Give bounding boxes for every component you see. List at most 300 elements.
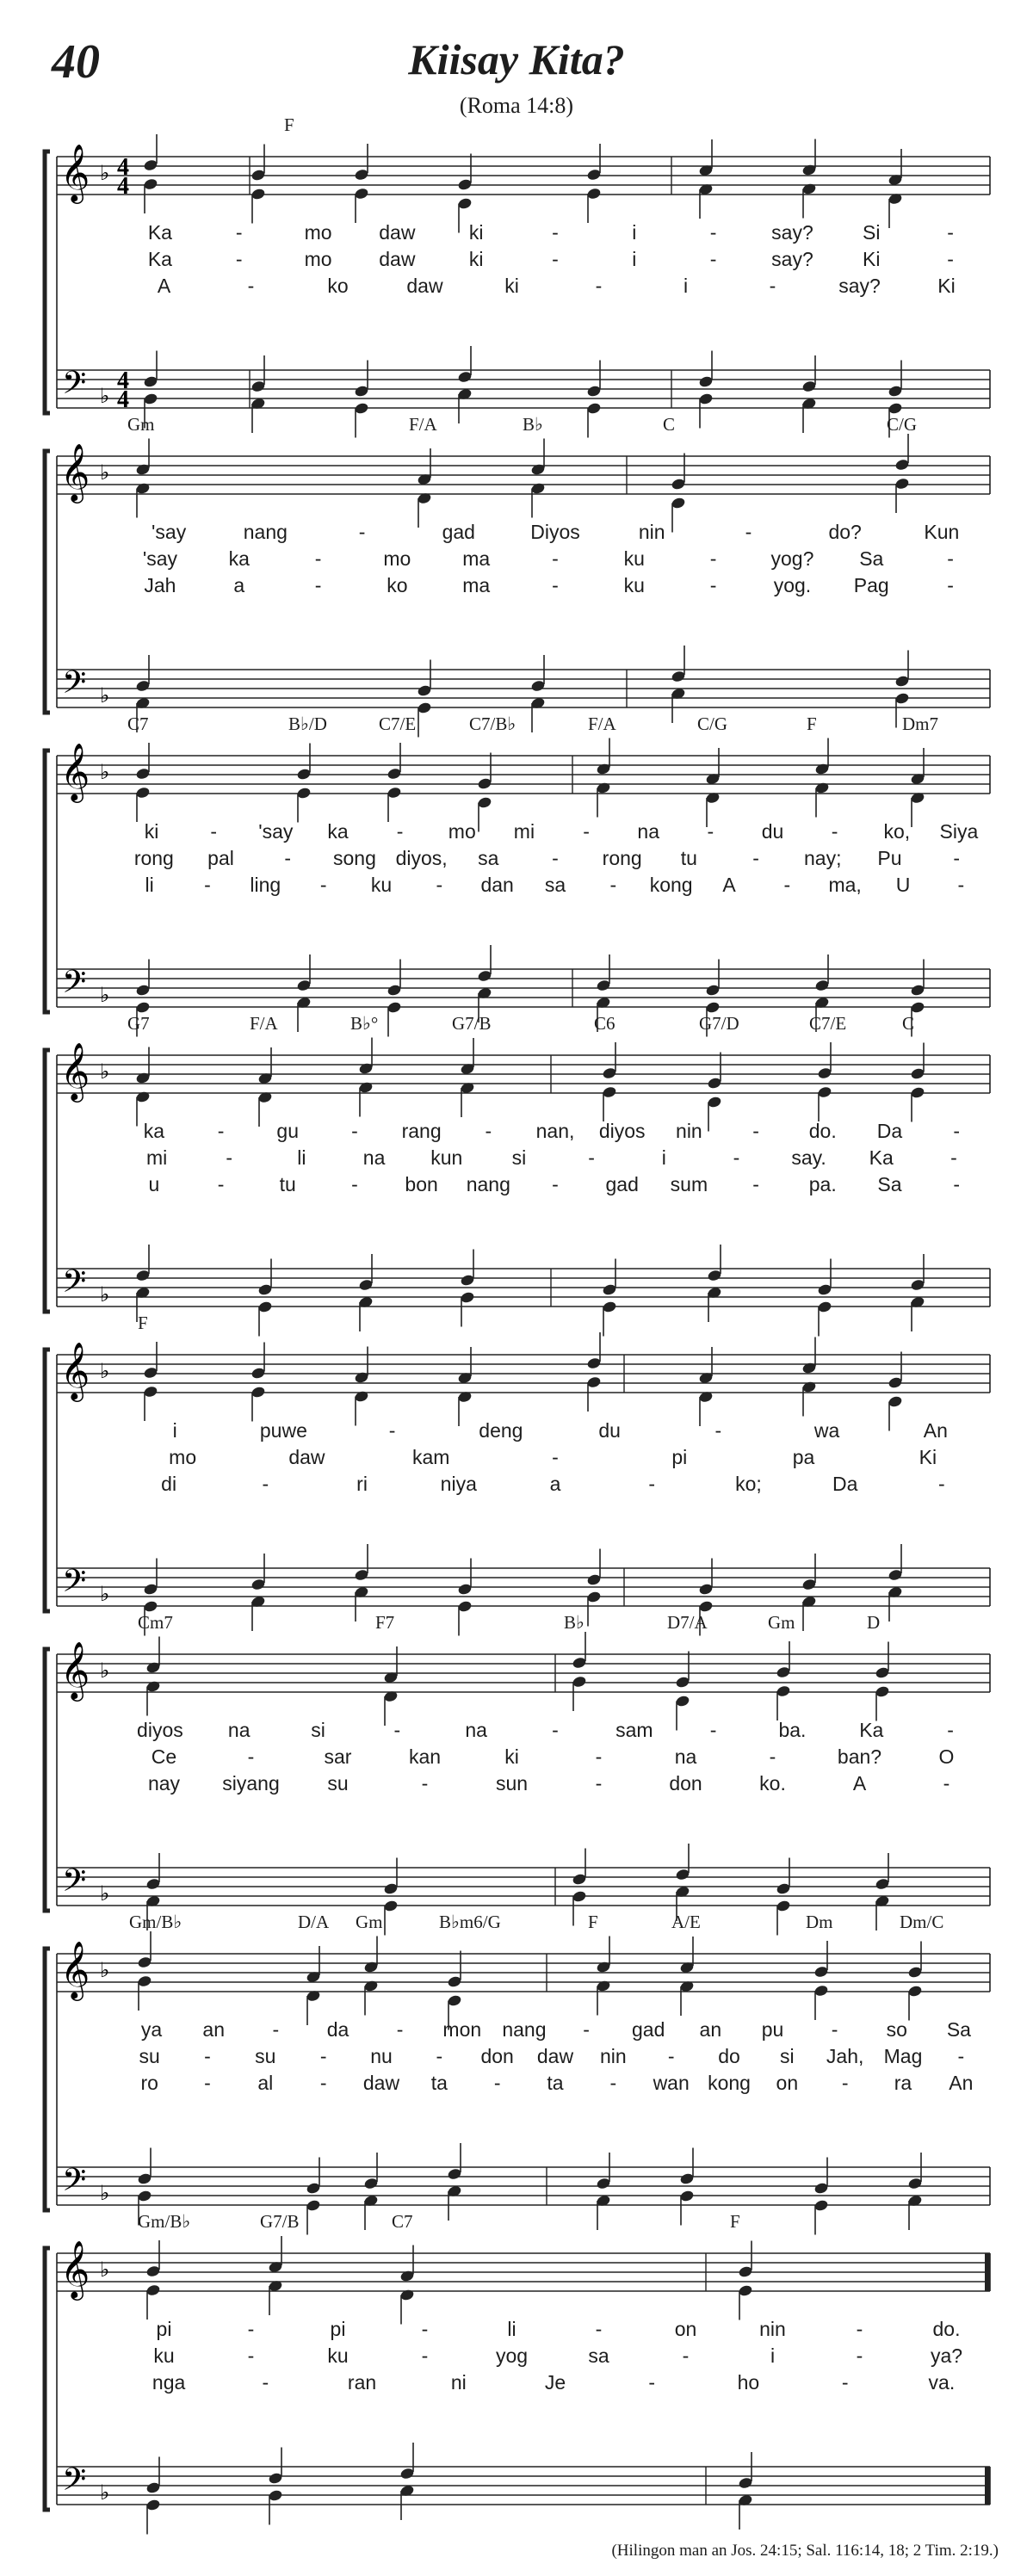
lyric-syllable: ko <box>327 275 349 297</box>
time-signature-numerator: 4 <box>117 154 129 181</box>
chord-symbol: B♭° <box>350 1013 379 1034</box>
lyric-syllable: si <box>511 1146 527 1169</box>
lyric-hyphen: - <box>950 1146 957 1169</box>
lyric-hyphen: - <box>552 1446 559 1468</box>
lyric-syllable: ta <box>547 2072 564 2094</box>
lyric-syllable: i <box>632 248 637 270</box>
lyric-syllable: ku <box>370 874 393 896</box>
lyric-hyphen: - <box>396 2018 404 2041</box>
lyric-hyphen: - <box>709 221 717 244</box>
lyric-syllable: kun <box>430 1146 463 1169</box>
lyric-hyphen: - <box>841 2371 849 2394</box>
lyric-syllable: song <box>332 847 376 869</box>
song-number: 40 <box>52 35 100 89</box>
lyric-hyphen: - <box>648 1473 656 1495</box>
lyric-syllable: 'say <box>152 521 187 543</box>
lyric-syllable: niya <box>440 1473 477 1495</box>
lyric-syllable: nu <box>370 2045 393 2067</box>
lyric-hyphen: - <box>841 2072 849 2094</box>
lyric-syllable: daw <box>536 2045 574 2067</box>
lyric-syllable: Ka <box>147 221 172 244</box>
chord-symbol: Gm/B♭ <box>138 2211 191 2232</box>
lyric-syllable: gad <box>632 2018 665 2041</box>
lyric-syllable: daw <box>362 2072 400 2094</box>
lyric-syllable: du <box>761 820 784 843</box>
lyric-syllable: na <box>227 1719 251 1741</box>
lyric-syllable: pu <box>761 2018 784 2041</box>
chord-symbol: D <box>867 1612 881 1633</box>
chord-symbol: Dm7 <box>902 713 938 734</box>
lyric-syllable: pa <box>792 1446 815 1468</box>
lyric-syllable: say? <box>771 248 813 270</box>
lyric-syllable: do. <box>808 1120 837 1142</box>
flat-key-signature-icon: ♭ <box>100 1881 110 1906</box>
lyric-hyphen: - <box>947 221 954 244</box>
lyric-hyphen: - <box>210 820 218 843</box>
lyric-syllable: Sa <box>946 2018 971 2041</box>
lyric-syllable: tu <box>680 847 697 869</box>
bass-clef-icon: 𝄢 <box>62 1263 87 1307</box>
lyric-syllable: mon <box>442 2018 482 2041</box>
lyric-hyphen: - <box>436 2045 443 2067</box>
lyric-hyphen: - <box>436 874 443 896</box>
lyric-syllable: si <box>780 2045 795 2067</box>
lyric-syllable: ko <box>387 574 408 596</box>
lyric-syllable: say. <box>791 1146 826 1169</box>
flat-key-signature-icon: ♭ <box>100 1059 110 1084</box>
lyric-syllable: i <box>172 1419 177 1442</box>
lyric-hyphen: - <box>552 1173 559 1195</box>
flat-key-signature-icon: ♭ <box>100 683 110 707</box>
chord-symbol: A/E <box>671 1912 701 1932</box>
lyric-syllable: di <box>161 1473 177 1495</box>
chord-symbol: F <box>588 1912 598 1932</box>
chord-symbol: C/G <box>697 713 728 734</box>
lyric-syllable: mo <box>169 1446 197 1468</box>
lyric-hyphen: - <box>709 574 717 596</box>
lyric-syllable: ta <box>430 2072 448 2094</box>
lyric-hyphen: - <box>595 2318 603 2340</box>
chord-symbol: F <box>284 114 294 135</box>
lyric-syllable: ko, <box>883 820 911 843</box>
system-8 <box>45 2211 990 2535</box>
lyric-syllable: ka <box>143 1120 164 1142</box>
chord-symbol: F/A <box>409 414 437 435</box>
lyric-hyphen: - <box>552 847 559 869</box>
lyric-hyphen: - <box>609 2072 617 2094</box>
chord-symbol: C <box>663 414 676 435</box>
lyric-syllable: ku <box>623 547 645 570</box>
lyric-syllable: tu <box>279 1173 296 1195</box>
lyric-hyphen: - <box>247 275 255 297</box>
lyric-hyphen: - <box>709 1719 717 1741</box>
lyric-syllable: ko. <box>759 1772 786 1795</box>
lyric-syllable: ni <box>450 2371 467 2394</box>
lyric-hyphen: - <box>856 2344 863 2367</box>
lyric-hyphen: - <box>204 874 211 896</box>
chord-symbol: Dm <box>806 1912 833 1932</box>
lyric-hyphen: - <box>745 521 752 543</box>
lyric-syllable: gad <box>605 1173 639 1195</box>
lyric-hyphen: - <box>284 847 292 869</box>
lyric-syllable: nan, <box>535 1120 575 1142</box>
lyric-syllable: bon <box>405 1173 438 1195</box>
lyric-syllable: kong <box>708 2072 751 2094</box>
flat-key-signature-icon: ♭ <box>100 1582 110 1606</box>
lyric-syllable: ki <box>144 820 159 843</box>
lyric-hyphen: - <box>552 221 559 244</box>
lyric-hyphen: - <box>388 1419 396 1442</box>
lyric-hyphen: - <box>953 847 960 869</box>
lyric-hyphen: - <box>752 1120 759 1142</box>
lyric-syllable: yog? <box>770 547 814 570</box>
flat-key-signature-icon: ♭ <box>100 384 110 408</box>
bass-clef-icon: 𝄢 <box>62 365 87 409</box>
lyric-hyphen: - <box>319 874 327 896</box>
lyric-hyphen: - <box>314 574 322 596</box>
lyric-syllable: ku <box>623 574 645 596</box>
lyric-hyphen: - <box>595 1772 603 1795</box>
lyric-hyphen: - <box>588 1146 595 1169</box>
lyric-syllable: mo <box>304 248 332 270</box>
lyric-syllable: mi <box>513 820 535 843</box>
lyric-syllable: li <box>507 2318 516 2340</box>
lyric-syllable: na <box>362 1146 386 1169</box>
chord-symbol: F/A <box>250 1013 278 1034</box>
lyric-syllable: wan <box>653 2072 690 2094</box>
time-signature-denominator: 4 <box>117 173 129 200</box>
chord-symbol: B♭m6/G <box>439 1912 501 1932</box>
lyric-syllable: Ka <box>147 248 172 270</box>
lyric-syllable: Ki <box>863 248 881 270</box>
flat-key-signature-icon: ♭ <box>100 2258 110 2282</box>
lyric-hyphen: - <box>769 275 776 297</box>
lyric-syllable: ran <box>347 2371 377 2394</box>
lyric-syllable: O <box>938 1745 955 1768</box>
lyric-syllable: su <box>139 2045 160 2067</box>
lyric-syllable: i <box>632 221 637 244</box>
system-3 <box>45 713 990 1037</box>
scripture-reference: (Roma 14:8) <box>459 93 574 118</box>
lyric-syllable: ko; <box>735 1473 762 1495</box>
lyric-syllable: daw <box>288 1446 325 1468</box>
chord-symbol: C7 <box>127 713 149 734</box>
lyric-syllable: sun <box>495 1772 529 1795</box>
lyric-hyphen: - <box>358 521 366 543</box>
lyric-hyphen: - <box>953 1120 960 1142</box>
flat-key-signature-icon: ♭ <box>100 1659 110 1683</box>
lyric-syllable: al <box>257 2072 274 2094</box>
flat-key-signature-icon: ♭ <box>100 2480 110 2505</box>
chord-symbol: C7/B♭ <box>469 713 516 734</box>
flat-key-signature-icon: ♭ <box>100 2181 110 2205</box>
lyric-syllable: U <box>895 874 911 896</box>
system-6 <box>45 1612 990 1936</box>
lyric-hyphen: - <box>421 1772 429 1795</box>
lyric-hyphen: - <box>957 874 965 896</box>
lyric-hyphen: - <box>938 1473 945 1495</box>
lyric-syllable: A <box>157 275 171 297</box>
lyric-syllable: ki <box>504 275 519 297</box>
lyric-hyphen: - <box>583 2018 590 2041</box>
lyric-syllable: ku <box>153 2344 175 2367</box>
time-signature-numerator: 4 <box>117 368 129 394</box>
lyric-syllable: so <box>886 2018 907 2041</box>
lyric-hyphen: - <box>226 1146 233 1169</box>
system-4 <box>45 1013 990 1337</box>
lyric-syllable: an <box>202 2018 226 2041</box>
lyric-syllable: na <box>674 1745 697 1768</box>
lyric-syllable: an <box>699 2018 722 2041</box>
flat-key-signature-icon: ♭ <box>100 760 110 784</box>
treble-clef-icon: 𝄞 <box>60 1640 90 1699</box>
lyric-syllable: su <box>255 2045 276 2067</box>
lyric-hyphen: - <box>831 2018 838 2041</box>
lyric-syllable: Sa <box>859 547 884 570</box>
lyric-hyphen: - <box>682 2344 690 2367</box>
lyric-syllable: mi <box>145 1146 168 1169</box>
lyric-hyphen: - <box>947 1719 954 1741</box>
lyric-syllable: daw <box>379 248 416 270</box>
lyric-syllable: i <box>770 2344 776 2367</box>
lyric-syllable: si <box>311 1719 325 1741</box>
bass-clef-icon: 𝄢 <box>62 664 87 708</box>
lyric-syllable: deng <box>479 1419 523 1442</box>
lyric-hyphen: - <box>493 2072 501 2094</box>
lyric-syllable: diyos, <box>395 847 448 869</box>
lyric-syllable: ro <box>140 2072 158 2094</box>
lyric-syllable: Sa <box>877 1173 902 1195</box>
chord-symbol: Dm/C <box>900 1912 944 1932</box>
lyric-syllable: An <box>949 2072 974 2094</box>
lyric-syllable: i <box>661 1146 666 1169</box>
lyric-syllable: pi <box>330 2318 346 2340</box>
lyric-syllable: sa <box>588 2344 609 2367</box>
final-barline <box>985 2253 990 2291</box>
lyric-syllable: rong <box>602 847 642 869</box>
lyric-syllable: kam <box>411 1446 450 1468</box>
lyric-hyphen: - <box>396 820 404 843</box>
lyric-syllable: sar <box>324 1745 352 1768</box>
lyric-hyphen: - <box>752 847 759 869</box>
lyric-hyphen: - <box>856 2318 863 2340</box>
lyric-hyphen: - <box>217 1120 225 1142</box>
staff-bracket <box>45 751 50 1012</box>
lyric-hyphen: - <box>393 1719 401 1741</box>
lyric-syllable: nin <box>599 2045 627 2067</box>
lyric-hyphen: - <box>247 1745 255 1768</box>
lyric-syllable: Jah <box>144 574 176 596</box>
lyric-hyphen: - <box>262 2371 269 2394</box>
system-7 <box>45 1912 990 2235</box>
lyric-syllable: Pu <box>877 847 902 869</box>
lyric-syllable: on <box>674 2318 697 2340</box>
lyric-syllable: ka <box>228 547 250 570</box>
flat-key-signature-icon: ♭ <box>100 1282 110 1307</box>
chord-symbol: D7/A <box>667 1612 708 1633</box>
flat-key-signature-icon: ♭ <box>100 161 110 185</box>
lyric-hyphen: - <box>709 547 717 570</box>
chord-symbol: C7/E <box>809 1013 847 1034</box>
lyric-syllable: a <box>233 574 245 596</box>
lyric-syllable: ho <box>737 2371 760 2394</box>
lyric-hyphen: - <box>583 820 590 843</box>
lyric-hyphen: - <box>217 1173 225 1195</box>
staff-bracket <box>45 2248 50 2510</box>
lyric-syllable: nin <box>638 521 665 543</box>
lyric-hyphen: - <box>314 547 322 570</box>
lyric-syllable: Da <box>832 1473 858 1495</box>
lyric-hyphen: - <box>709 248 717 270</box>
system-2 <box>45 414 990 738</box>
lyric-syllable: do <box>718 2045 740 2067</box>
lyric-syllable: don <box>669 1772 702 1795</box>
lyric-syllable: 'say <box>258 820 294 843</box>
lyric-hyphen: - <box>783 874 791 896</box>
final-barline <box>985 2467 990 2505</box>
bass-clef-icon: 𝄢 <box>62 2462 87 2505</box>
lyric-syllable: kong <box>649 874 693 896</box>
treble-clef-icon: 𝄞 <box>60 143 90 201</box>
lyric-hyphen: - <box>421 2318 429 2340</box>
lyric-syllable: ban? <box>837 1745 882 1768</box>
lyric-syllable: li <box>145 874 154 896</box>
lyric-hyphen: - <box>752 1173 759 1195</box>
lyric-syllable: Ce <box>151 1745 177 1768</box>
lyric-syllable: puwe <box>259 1419 307 1442</box>
lyric-syllable: mo <box>383 547 411 570</box>
lyric-syllable: Kun <box>924 521 960 543</box>
chord-symbol: G7/D <box>699 1013 739 1034</box>
lyric-syllable: nay <box>147 1772 181 1795</box>
lyric-syllable: sa <box>544 874 566 896</box>
lyric-syllable: ling <box>250 874 281 896</box>
lyric-syllable: wa <box>813 1419 840 1442</box>
lyric-syllable: nga <box>152 2371 186 2394</box>
staff-bracket <box>45 1350 50 1611</box>
treble-clef-icon: 𝄞 <box>60 442 90 501</box>
lyric-syllable: ki <box>504 1745 519 1768</box>
chord-symbol: F <box>138 1313 148 1333</box>
lyric-syllable: Ki <box>919 1446 937 1468</box>
lyric-syllable: sum <box>670 1173 708 1195</box>
lyric-syllable: ki <box>468 248 484 270</box>
treble-clef-icon: 𝄞 <box>60 742 90 800</box>
lyric-syllable: A <box>722 874 736 896</box>
lyric-syllable: pal <box>207 847 234 869</box>
lyric-syllable: u <box>148 1173 160 1195</box>
lyric-syllable: nang <box>502 2018 547 2041</box>
lyric-syllable: don <box>480 2045 514 2067</box>
lyric-syllable: ma <box>462 547 491 570</box>
lyric-hyphen: - <box>204 2072 211 2094</box>
lyric-syllable: pi <box>156 2318 172 2340</box>
lyric-syllable: diyos <box>137 1719 183 1741</box>
lyric-syllable: Ki <box>937 275 956 297</box>
lyric-syllable: Siya <box>939 820 979 843</box>
lyric-syllable: daw <box>379 221 416 244</box>
lyric-syllable: do? <box>828 521 862 543</box>
lyric-syllable: li <box>297 1146 306 1169</box>
lyric-syllable: Ka <box>869 1146 894 1169</box>
chord-symbol: B♭ <box>523 414 543 435</box>
lyric-hyphen: - <box>351 1120 358 1142</box>
song-title: Kiisay Kita? <box>408 35 625 83</box>
lyric-hyphen: - <box>595 275 603 297</box>
lyric-hyphen: - <box>235 221 243 244</box>
lyric-hyphen: - <box>947 248 954 270</box>
lyric-hyphen: - <box>351 1173 358 1195</box>
lyric-syllable: ku <box>327 2344 349 2367</box>
treble-clef-icon: 𝄞 <box>60 1341 90 1399</box>
lyric-syllable: siyang <box>222 1772 280 1795</box>
lyric-hyphen: - <box>831 820 838 843</box>
lyric-syllable: Jah, <box>826 2045 864 2067</box>
flat-key-signature-icon: ♭ <box>100 983 110 1007</box>
staff-bracket <box>45 151 50 413</box>
lyric-syllable: ki <box>468 221 484 244</box>
lyric-syllable: yog. <box>773 574 812 596</box>
lyric-syllable: An <box>923 1419 948 1442</box>
chord-symbol: C7 <box>392 2211 413 2232</box>
lyric-hyphen: - <box>262 1473 269 1495</box>
lyric-syllable: ma, <box>828 874 862 896</box>
lyric-hyphen: - <box>485 1120 492 1142</box>
bass-clef-icon: 𝄢 <box>62 1863 87 1906</box>
treble-clef-icon: 𝄞 <box>60 2239 90 2298</box>
lyric-syllable: rong <box>133 847 174 869</box>
lyric-syllable: Si <box>863 221 881 244</box>
lyric-syllable: nin <box>676 1120 702 1142</box>
lyric-syllable: na <box>465 1719 487 1741</box>
lyric-hyphen: - <box>247 2344 255 2367</box>
chord-symbol: Gm <box>768 1612 795 1633</box>
lyric-syllable: on <box>776 2072 799 2094</box>
lyric-syllable: rang <box>401 1120 442 1142</box>
lyric-syllable: i <box>683 275 689 297</box>
time-signature-denominator: 4 <box>117 386 129 413</box>
flat-key-signature-icon: ♭ <box>100 460 110 485</box>
chord-symbol: G7/B <box>260 2211 300 2232</box>
lyric-syllable: dan <box>480 874 514 896</box>
system-5 <box>45 1313 990 1636</box>
lyric-syllable: sam <box>615 1719 653 1741</box>
lyric-hyphen: - <box>953 1173 960 1195</box>
lyric-syllable: su <box>327 1772 349 1795</box>
chord-symbol: D/A <box>298 1912 330 1932</box>
lyric-syllable: da <box>326 2018 349 2041</box>
lyric-hyphen: - <box>272 2018 280 2041</box>
lyric-hyphen: - <box>319 2045 327 2067</box>
chord-symbol: F/A <box>588 713 616 734</box>
lyric-syllable: ri <box>356 1473 368 1495</box>
chord-symbol: G7/B <box>452 1013 492 1034</box>
lyric-syllable: ka <box>327 820 349 843</box>
lyric-hyphen: - <box>552 574 559 596</box>
lyric-syllable: 'say <box>142 547 178 570</box>
treble-clef-icon: 𝄞 <box>60 1940 90 1998</box>
lyric-syllable: ya <box>140 2018 163 2041</box>
chord-symbol: F <box>730 2211 740 2232</box>
treble-clef-icon: 𝄞 <box>60 1041 90 1100</box>
footer-references: (Hilingon man an Jos. 24:15; Sal. 116:14, 18; 2 Tim. 2:19.) <box>611 2542 999 2560</box>
lyric-syllable: nang <box>466 1173 510 1195</box>
staff-bracket <box>45 1949 50 2210</box>
chord-symbol: C <box>902 1013 915 1034</box>
bass-clef-icon: 𝄢 <box>62 2162 87 2206</box>
lyric-hyphen: - <box>648 2371 656 2394</box>
staff-bracket <box>45 451 50 713</box>
